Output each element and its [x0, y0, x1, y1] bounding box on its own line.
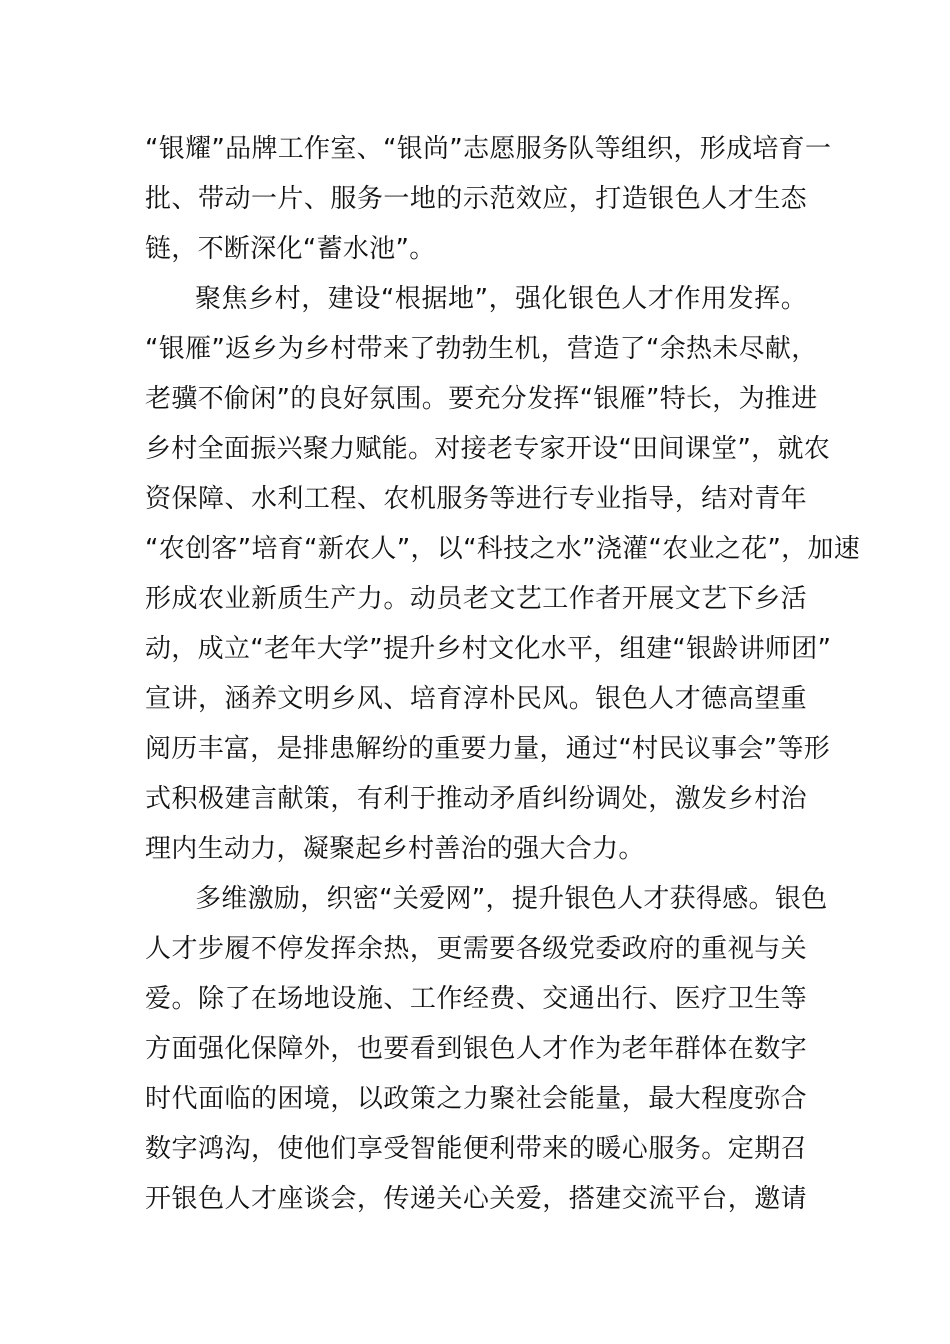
text-line: 批、带动一片、服务一地的示范效应，打造银色人才生态: [145, 184, 807, 214]
text-line: 开银色人才座谈会，传递关心关爱，搭建交流平台，邀请: [145, 1184, 807, 1214]
text-line: 数字鸿沟，使他们享受智能便利带来的暖心服务。定期召: [145, 1134, 807, 1164]
text-line: 动，成立“老年大学”提升乡村文化水平，组建“银龄讲师团”: [145, 634, 832, 664]
text-line: 爱。除了在场地设施、工作经费、交通出行、医疗卫生等: [145, 984, 807, 1014]
text-line: 时代面临的困境，以政策之力聚社会能量，最大程度弥合: [145, 1084, 807, 1114]
text-line: 链，不断深化“蓄水池”。: [145, 234, 436, 264]
text-line: 老骥不偷闲”的良好氛围。要充分发挥“银雁”特长，为推进: [145, 384, 818, 414]
text-line: 人才步履不停发挥余热，更需要各级党委政府的重视与关: [145, 934, 807, 964]
text-line: 多维激励，织密“关爱网”，提升银色人才获得感。银色: [195, 884, 828, 914]
text-line: 资保障、水利工程、农机服务等进行专业指导，结对青年: [145, 484, 807, 514]
text-line: 宣讲，涵养文明乡风、培育淳朴民风。银色人才德高望重: [145, 684, 807, 714]
text-line: “农创客”培育“新农人”，以“科技之水”浇灌“农业之花”，加速: [145, 534, 861, 564]
text-line: 方面强化保障外，也要看到银色人才作为老年群体在数字: [145, 1034, 807, 1064]
text-line: 聚焦乡村，建设“根据地”，强化银色人才作用发挥。: [195, 284, 807, 314]
text-line: “银雁”返乡为乡村带来了勃勃生机，营造了“余热未尽献，: [145, 334, 818, 364]
text-line: 阅历丰富，是排患解纷的重要力量，通过“村民议事会”等形: [145, 734, 831, 764]
text-line: “银耀”品牌工作室、“银尚”志愿服务队等组织，形成培育一: [145, 134, 832, 164]
text-line: 形成农业新质生产力。动员老文艺工作者开展文艺下乡活: [145, 584, 807, 614]
paragraph-3: [145, 874, 828, 1224]
document-body: [145, 124, 861, 1224]
text-line: 乡村全面振兴聚力赋能。对接老专家开设“田间课堂”，就农: [145, 434, 831, 464]
paragraph-1: [145, 124, 832, 274]
text-line: 理内生动力，凝聚起乡村善治的强大合力。: [145, 834, 645, 864]
paragraph-2: [145, 274, 861, 874]
text-line: 式积极建言献策，有利于推动矛盾纠纷调处，激发乡村治: [145, 784, 807, 814]
